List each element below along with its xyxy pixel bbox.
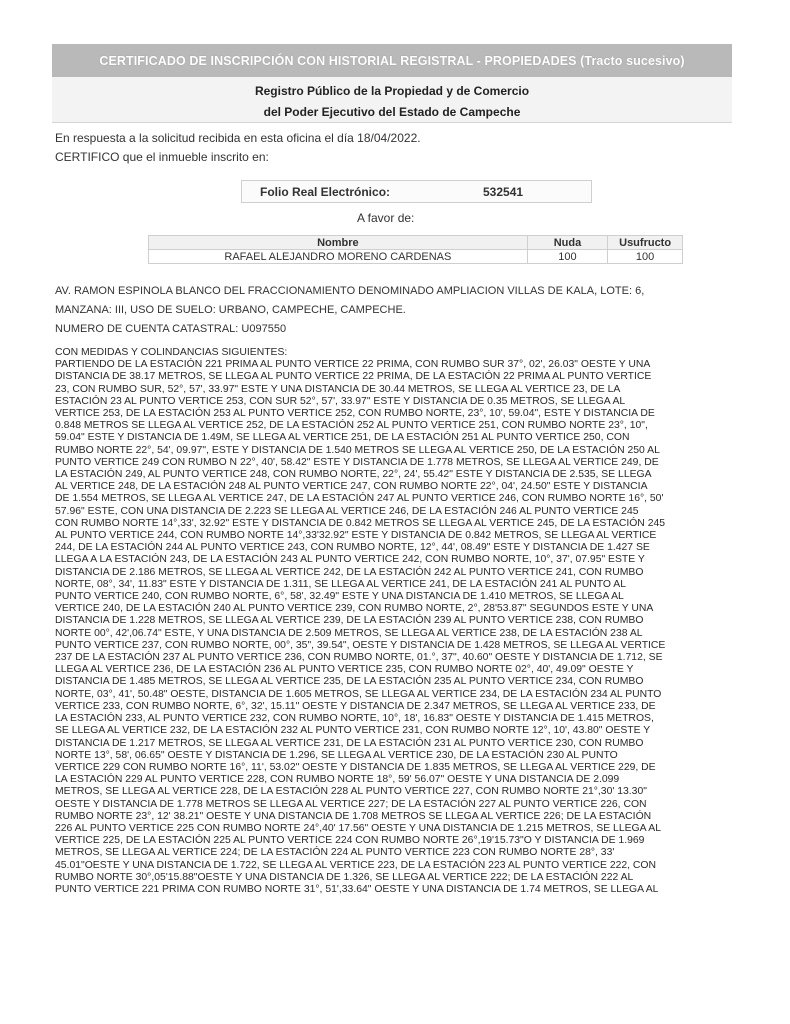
- measure-line: PUNTO VERTICE 240, CON RUMBO NORTE, 6°, 58', 32.49" ESTE Y UNA DISTANCIA DE 1.410 METROS, SE LLEGA AL: [55, 591, 624, 603]
- certify-statement: CERTIFICO que el inmueble inscrito en:: [55, 150, 269, 164]
- column-header-nuda: Nuda: [527, 236, 607, 250]
- request-statement: En respuesta a la solicitud recibida en esta oficina el día 18/04/2022.: [55, 131, 421, 145]
- address-line: AV. RAMON ESPINOLA BLANCO DEL FRACCIONAMIENTO DENOMINADO AMPLIACION VILLAS DE KALA, LOTE: 6,: [55, 285, 645, 297]
- nuda-cell: 100: [527, 250, 607, 264]
- measure-line: LLEGA AL VERTICE 236, DE LA ESTACIÓN 236 AL PUNTO VERTICE 235, CON RUMBO NORTE 02°, 40', 49.09" OESTE Y: [55, 664, 634, 676]
- owner-name-cell: RAFAEL ALEJANDRO MORENO CARDENAS: [149, 250, 528, 264]
- measure-line: LA ESTACIÓN 229 AL PUNTO VERTICE 228, CON RUMBO NORTE 18°, 59' 56.07" OESTE Y UNA DISTANCIA DE 2.099: [55, 774, 620, 786]
- measure-line: 45.01"OESTE Y UNA DISTANCIA DE 1.722, SE LLEGA AL VERTICE 223, DE LA ESTACIÓN 223 AL PUNTO VERTICE 222, CON: [55, 859, 657, 871]
- registry-name-line1: Registro Público de la Propiedad y de Comercio: [254, 84, 530, 98]
- measure-line: 237 DE LA ESTACIÓN 237 AL PUNTO VERTICE 236, CON RUMBO NORTE, 01.°, 37", 40.60" OESTE Y DISTANCIA DE 1.712, SE: [55, 652, 663, 664]
- measure-line: RUMBO NORTE 30°,05'15.88"OESTE Y UNA DISTANCIA DE 1.326, SE LLEGA AL VERTICE 222; DE LA ESTACIÓN 222 AL: [55, 871, 634, 883]
- measure-line: NORTE 13°, 58', 06.65" OESTE Y DISTANCIA DE 1.296, SE LLEGA AL VERTICE 230, DE LA ESTACIÓN 230 AL PUNTO: [55, 749, 618, 761]
- measure-line: VERTICE 240, DE LA ESTACIÓN 240 AL PUNTO VERTICE 239, CON RUMBO NORTE, 2°, 28'53.87" SEGUNDOS ESTE Y UNA: [55, 603, 654, 615]
- owners-table-header: [149, 236, 683, 250]
- measure-line: 57.96" ESTE, CON UNA DISTANCIA DE 2.223 SE LLEGA AL VERTICE 246, DE LA ESTACIÓN 246 AL PUNTO VERTICE 245: [55, 505, 639, 517]
- measure-line: PUNTO VERTICE 249 CON RUMBO N 22°, 40', 58.42" ESTE Y DISTANCIA DE 1.778 METROS, SE LLEGA AL VERTICE 249, DE: [55, 456, 659, 468]
- measure-line: LA ESTACIÓN 249, AL PUNTO VERTICE 248, CON RUMBO NORTE, 22°, 24', 55.42" ESTE Y DISTANCIA DE 2.535, SE LLEGA: [55, 469, 652, 481]
- measure-line: METROS, SE LLEGA AL VERTICE 228, DE LA ESTACIÓN 228 AL PUNTO VERTICE 227, CON RUMBO NORTE 21°,30' 13.30": [55, 786, 647, 798]
- measure-line: AL PUNTO VERTICE 244, CON RUMBO NORTE 14°,33'32.92" ESTE Y DISTANCIA DE 0.842 METROS, SE LLEGA AL VERTICE: [55, 530, 657, 542]
- measure-line: METROS, SE LLEGA AL VERTICE 224; DE LA ESTACIÓN 224 AL PUNTO VERTICE 223 CON RUMBO NORTE 28°, 33': [55, 847, 615, 859]
- address-line: MANZANA: III, USO DE SUELO: URBANO, CAMPECHE, CAMPECHE.: [55, 304, 406, 316]
- measure-line: VERTICE 233, CON RUMBO NORTE, 6°, 32', 15.11" OESTE Y DISTANCIA DE 2.347 METROS, SE LLEGA AL VERTICE 233, DE: [55, 700, 656, 712]
- measure-line: LLEGA A LA ESTACIÓN 243, DE LA ESTACIÓN 243 AL PUNTO VERTICE 242, CON RUMBO NORTE, 10°, 37', 07.95" ESTE Y: [55, 554, 645, 566]
- measure-line: ESTACIÓN 23 AL PUNTO VERTICE 253, CON SUR 52°, 57', 33.97" ESTE Y DISTANCIA DE 0.35 METROS, SE LLEGA AL: [55, 395, 626, 407]
- measure-line: DE 1.554 METROS, SE LLEGA AL VERTICE 247, DE LA ESTACIÓN 247 AL PUNTO VERTICE 246, CON RUMBO NORTE 16°, 50': [55, 493, 664, 505]
- measure-line: 23, CON RUMBO SUR, 52°, 57', 33.97" ESTE Y UNA DISTANCIA DE 30.44 METROS, SE LLEGA AL VERTICE 23, DE LA: [55, 383, 621, 395]
- measure-line: RUMBO NORTE 22°, 54', 09.97", ESTE Y DISTANCIA DE 1.540 METROS SE LLEGA AL VERTICE 250, DE LA ESTACIÓN 250 AL: [55, 444, 660, 456]
- folio-label: Folio Real Electrónico:: [260, 185, 391, 199]
- property-address: [55, 282, 735, 339]
- column-header-name: Nombre: [149, 236, 528, 250]
- measure-line: PUNTO VERTICE 237, CON RUMBO NORTE, 00°, 35", 39.54", OESTE Y DISTANCIA DE 1.428 METROS, SE LLEGA AL VERTICE: [55, 639, 666, 651]
- measure-line: LA ESTACIÓN 233, AL PUNTO VERTICE 232, CON RUMBO NORTE, 10°, 18', 16.83" OESTE Y DISTANCIA DE 1.415 METROS,: [55, 713, 654, 725]
- measure-line: PARTIENDO DE LA ESTACIÓN 221 PRIMA AL PUNTO VERTICE 22 PRIMA, CON RUMBO SUR 37°, 02', 26.03" OESTE Y UNA: [55, 359, 651, 371]
- measure-line: VERTICE 253, DE LA ESTACIÓN 253 AL PUNTO VERTICE 252, CON RUMBO NORTE, 23°, 10', 59.04", ESTE Y DISTANCIA DE: [55, 408, 655, 420]
- certificate-title: CERTIFICADO DE INSCRIPCIÓN CON HISTORIAL REGISTRAL - PROPIEDADES (Tracto sucesivo): [99, 53, 685, 68]
- measure-line: AL VERTICE 248, DE LA ESTACIÓN 248 AL PUNTO VERTICE 247, CON RUMBO NORTE 22°, 04', 24.50" ESTE Y DISTANCIA: [55, 481, 648, 493]
- registry-name-line2: del Poder Ejecutivo del Estado de Campeche: [263, 105, 521, 119]
- measure-line: DISTANCIA DE 1.217 METROS, SE LLEGA AL VERTICE 231, DE LA ESTACIÓN 231 AL PUNTO VERTICE 230, CON RUMBO: [55, 737, 644, 749]
- measure-line: NORTE, 03°, 41', 50.48" OESTE, DISTANCIA DE 1.605 METROS, SE LLEGA AL VERTICE 234, DE LA ESTACIÓN 234 AL PUNTO: [55, 688, 662, 700]
- measures-and-boundaries: [55, 347, 735, 896]
- measure-line: VERTICE 229 CON RUMBO NORTE 16°, 11', 53.02" OESTE Y DISTANCIA DE 1.835 METROS, SE LLEGA AL VERTICE 229, DE: [55, 761, 656, 773]
- folio-box: [241, 180, 592, 203]
- registry-header: [52, 77, 732, 123]
- folio-value: 532541: [483, 185, 524, 199]
- measure-line: PUNTO VERTICE 221 PRIMA CON RUMBO NORTE 31°, 51',33.64" OESTE Y UNA DISTANCIA DE 1.74 METROS, SE LLEGA AL: [55, 883, 659, 895]
- measure-line: 226 AL PUNTO VERTICE 225 CON RUMBO NORTE 24°,40' 17.56" OESTE Y UNA DISTANCIA DE 1.215 METROS, SE LLEGA AL: [55, 822, 661, 834]
- certificate-title-bar: [52, 44, 732, 77]
- measure-line: SE LLEGA AL VERTICE 232, DE LA ESTACIÓN 232 AL PUNTO VERTICE 231, CON RUMBO NORTE 12°, 10', 43.80" OESTE Y: [55, 725, 651, 737]
- measure-line: 244, DE LA ESTACIÓN 244 AL PUNTO VERTICE 243, CON RUMBO NORTE, 12°, 44', 08.49" ESTE Y DISTANCIA DE 1.427 SE: [55, 542, 650, 554]
- measure-line: RUMBO NORTE 23°, 12' 38.21" OESTE Y UNA DISTANCIA DE 1.708 METROS SE LLEGA AL VERTICE 226; DE LA ESTACIÓN: [55, 810, 652, 822]
- measure-line: NORTE 00°, 42',06.74" ESTE, Y UNA DISTANCIA DE 2.509 METROS, SE LLEGA AL VERTICE 238, DE LA ESTACIÓN 238 AL: [55, 627, 643, 639]
- measure-line: CON RUMBO NORTE 14°,33', 32.92" ESTE Y DISTANCIA DE 0.842 METROS SE LLEGA AL VERTICE 245, DE LA ESTACIÓN 245: [55, 517, 666, 529]
- measure-line: VERTICE 225, DE LA ESTACIÓN 225 AL PUNTO VERTICE 224 CON RUMBO NORTE 26°,19'15.73"O Y DISTANCIA DE 1.969: [55, 835, 645, 847]
- owners-table: [148, 235, 683, 264]
- table-row: [149, 250, 683, 264]
- measure-line: 59.04" ESTE Y DISTANCIA DE 1.49M, SE LLEGA AL VERTICE 251, DE LA ESTACIÓN 251 AL PUNTO VERTICE 250, CON: [55, 432, 630, 444]
- in-favor-label: A favor de:: [357, 211, 415, 225]
- measure-line: NORTE, 08°, 34', 11.83" ESTE Y DISTANCIA DE 1.311, SE LLEGA AL VERTICE 241, DE LA ESTACIÓN 241 AL PUNTO AL: [55, 578, 626, 590]
- measure-line: DISTANCIA DE 2.186 METROS, SE LLEGA AL VERTICE 242, DE LA ESTACIÓN 242 AL PUNTO VERTICE 241, CON RUMBO: [55, 566, 644, 578]
- measure-line: OESTE Y DISTANCIA DE 1.778 METROS SE LLEGA AL VERTICE 227; DE LA ESTACIÓN 227 AL PUNTO VERTICE 226, CON: [55, 798, 647, 810]
- column-header-usufructo: Usufructo: [608, 236, 683, 250]
- measure-line: 0.848 METROS SE LLEGA AL VERTICE 252, DE LA ESTACIÓN 252 AL PUNTO VERTICE 251, CON RUMBO NORTE 23°, 10",: [55, 420, 648, 432]
- cadastral-account-line: NUMERO DE CUENTA CATASTRAL: U097550: [55, 323, 287, 335]
- measure-line: DISTANCIA DE 1.228 METROS, SE LLEGA AL VERTICE 239, DE LA ESTACIÓN 239 AL PUNTO VERTICE 238, CON RUMBO: [55, 615, 644, 627]
- measure-line: DISTANCIA DE 1.485 METROS, SE LLEGA AL VERTICE 235, DE LA ESTACIÓN 235 AL PUNTO VERTICE 234, CON RUMBO: [55, 676, 644, 688]
- measures-heading: CON MEDIDAS Y COLINDANCIAS SIGUIENTES:: [55, 347, 288, 358]
- measure-line: DISTANCIA DE 38.17 METROS, SE LLEGA AL PUNTO VERTICE 22 PRIMA, DE LA ESTACIÓN 22 PRIMA AL PUNTO VERTICE: [55, 371, 652, 383]
- usufructo-cell: 100: [608, 250, 683, 264]
